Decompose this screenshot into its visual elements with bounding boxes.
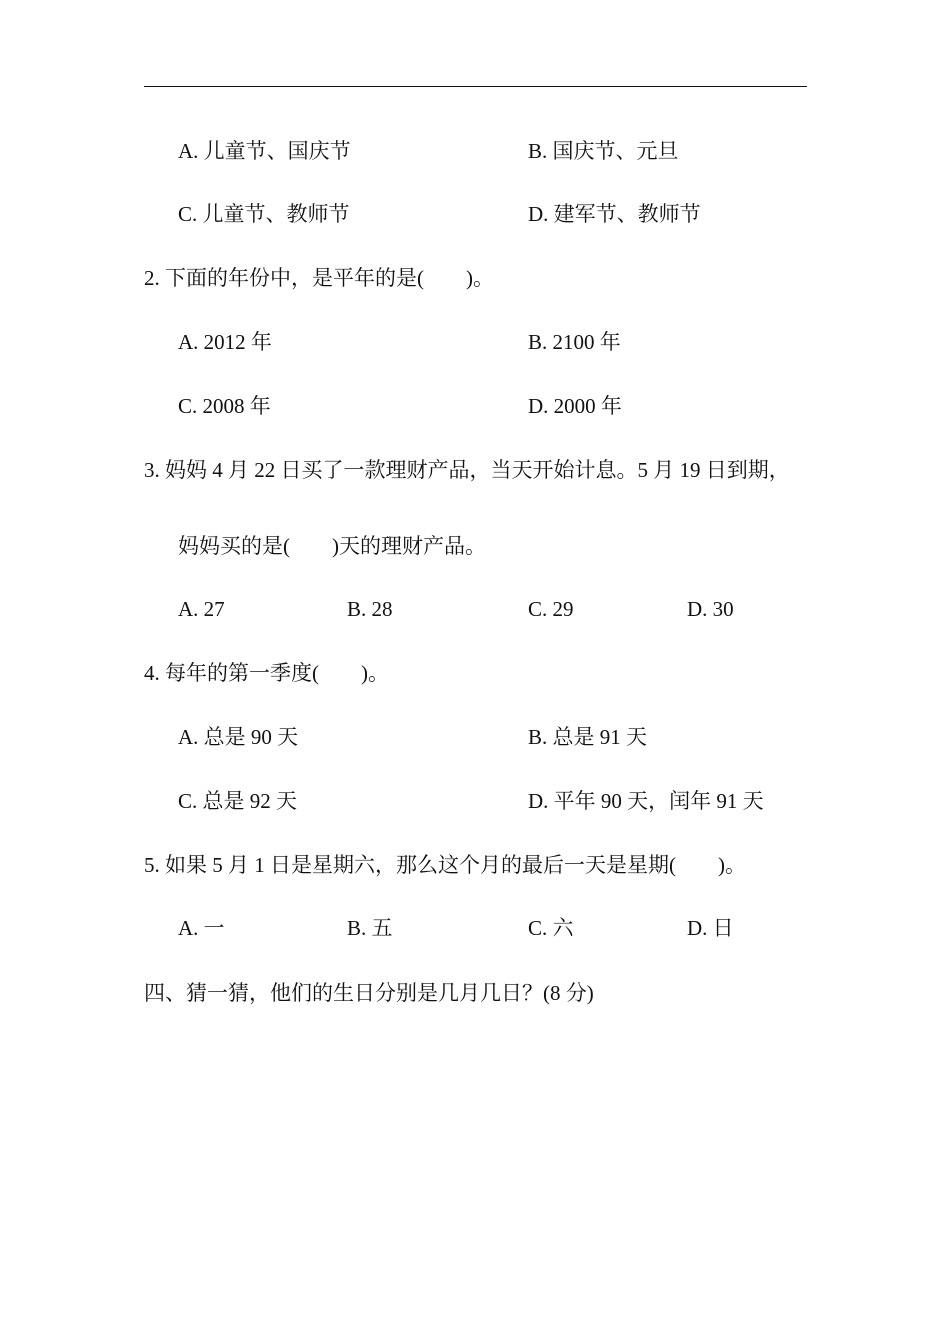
top-rule [144, 86, 807, 87]
q1-option-a[interactable]: A. 儿童节、国庆节 [178, 139, 351, 163]
q2-option-a[interactable]: A. 2012 年 [178, 330, 272, 354]
q4-option-a[interactable]: A. 总是 90 天 [178, 725, 299, 749]
q3-option-d[interactable]: D. 30 [687, 597, 734, 621]
q5-option-c[interactable]: C. 六 [528, 916, 574, 940]
q2-option-b[interactable]: B. 2100 年 [528, 330, 621, 354]
q4-option-c[interactable]: C. 总是 92 天 [178, 789, 298, 813]
q5-option-b[interactable]: B. 五 [347, 916, 393, 940]
q4-option-b[interactable]: B. 总是 91 天 [528, 725, 648, 749]
q1-option-d[interactable]: D. 建军节、教师节 [528, 202, 701, 226]
q4-stem: 4. 每年的第一季度( )。 [144, 661, 389, 685]
q3-option-a[interactable]: A. 27 [178, 597, 225, 621]
q2-option-c[interactable]: C. 2008 年 [178, 394, 271, 418]
q3-option-c[interactable]: C. 29 [528, 597, 574, 621]
q5-option-a[interactable]: A. 一 [178, 916, 225, 940]
q3-option-b[interactable]: B. 28 [347, 597, 393, 621]
q3-stem-line-1: 3. 妈妈 4 月 22 日买了一款理财产品，当天开始计息。5 月 19 日到期， [144, 458, 790, 482]
q1-option-b[interactable]: B. 国庆节、元旦 [528, 139, 679, 163]
q2-stem: 2. 下面的年份中，是平年的是( )。 [144, 266, 494, 290]
q3-stem-line-2: 妈妈买的是( )天的理财产品。 [178, 534, 486, 558]
q5-option-d[interactable]: D. 日 [687, 916, 734, 940]
q4-option-d[interactable]: D. 平年 90 天，闰年 91 天 [528, 789, 764, 813]
q2-option-d[interactable]: D. 2000 年 [528, 394, 622, 418]
q1-option-c[interactable]: C. 儿童节、教师节 [178, 202, 350, 226]
q5-stem: 5. 如果 5 月 1 日是星期六，那么这个月的最后一天是星期( )。 [144, 853, 746, 877]
section-4-heading: 四、猜一猜，他们的生日分别是几月几日？(8 分) [144, 981, 594, 1005]
